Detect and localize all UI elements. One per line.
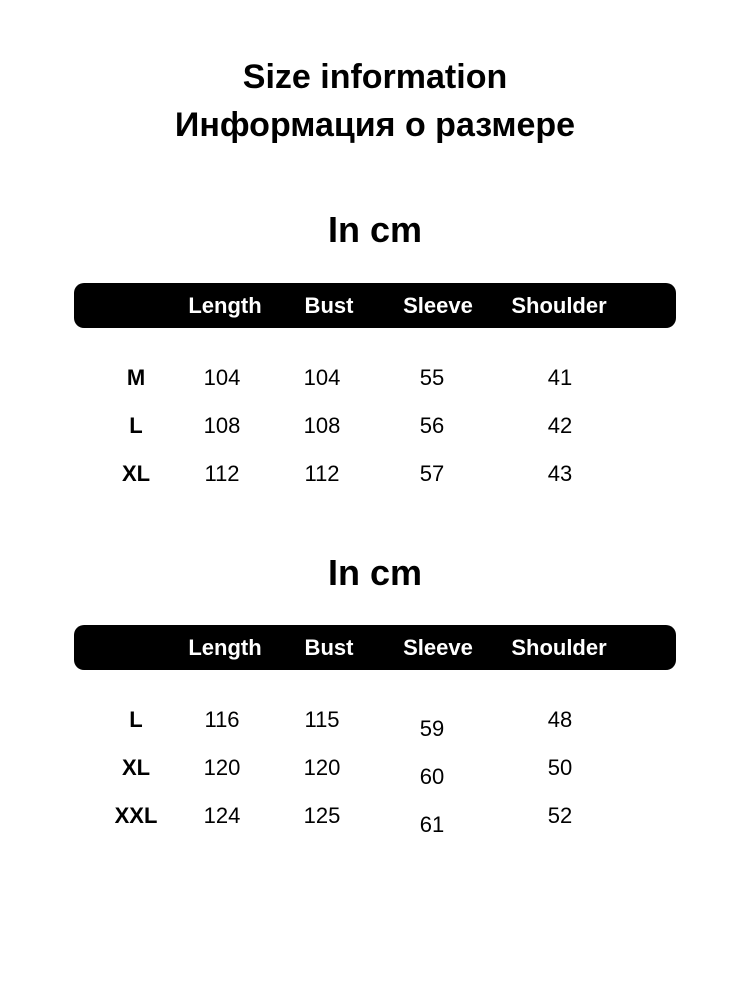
size-label: L xyxy=(129,707,143,732)
size-label: XL xyxy=(121,755,151,780)
column-header: Bust xyxy=(304,635,354,660)
length-value: 112 xyxy=(204,461,240,486)
column-header: Shoulder xyxy=(511,293,607,318)
table-header-bar xyxy=(74,625,676,670)
column-header: Sleeve xyxy=(403,293,473,318)
sleeve-value: 56 xyxy=(419,413,445,438)
sleeve-value: 57 xyxy=(419,461,445,486)
shoulder-value: 50 xyxy=(547,755,573,780)
column-header: Sleeve xyxy=(403,635,473,660)
size-label: XXL xyxy=(114,803,158,828)
sleeve-value: 59 xyxy=(419,716,445,741)
shoulder-value: 42 xyxy=(547,413,573,438)
bust-value: 125 xyxy=(303,803,341,828)
column-header: Shoulder xyxy=(511,635,607,660)
length-value: 108 xyxy=(203,413,241,438)
sleeve-value: 61 xyxy=(419,812,445,837)
title-english: Size information xyxy=(242,58,508,96)
sleeve-value: 55 xyxy=(419,365,445,390)
shoulder-value: 52 xyxy=(547,803,573,828)
bust-value: 115 xyxy=(304,707,340,732)
title-russian: Информация о размере xyxy=(174,106,576,144)
bust-value: 120 xyxy=(303,755,341,780)
shoulder-value: 48 xyxy=(547,707,573,732)
length-value: 124 xyxy=(203,803,241,828)
bust-value: 104 xyxy=(303,365,341,390)
column-header: Bust xyxy=(304,293,354,318)
size-label: L xyxy=(129,413,143,438)
unit-label: In cm xyxy=(327,552,423,593)
shoulder-value: 43 xyxy=(547,461,573,486)
column-header: Length xyxy=(188,635,262,660)
unit-label: In cm xyxy=(327,209,423,250)
column-header: Length xyxy=(188,293,262,318)
bust-value: 112 xyxy=(304,461,340,486)
length-value: 120 xyxy=(203,755,241,780)
size-label: M xyxy=(126,365,146,390)
size-label: XL xyxy=(121,461,151,486)
sleeve-value: 60 xyxy=(419,764,445,789)
shoulder-value: 41 xyxy=(547,365,573,390)
length-value: 104 xyxy=(203,365,241,390)
table-header-bar xyxy=(74,283,676,328)
bust-value: 108 xyxy=(303,413,341,438)
length-value: 116 xyxy=(204,707,240,732)
